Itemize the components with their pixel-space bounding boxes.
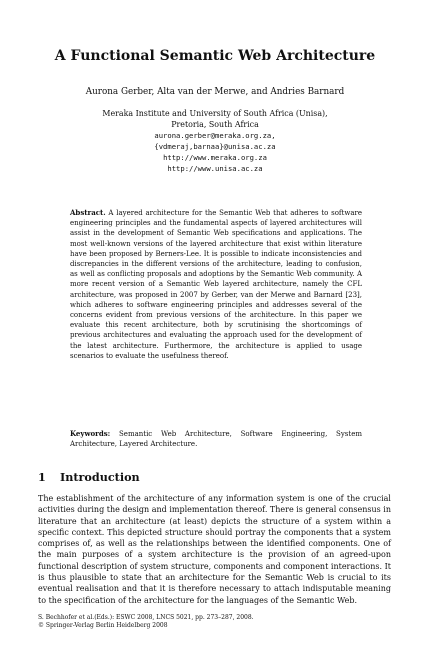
url-line: http://www.unisa.ac.za [167,164,263,173]
email-line: aurona.gerber@meraka.org.za, [154,131,276,140]
keywords-text: Semantic Web Architecture, Software Engineering, System Architecture, Layered Architecture. [70,430,362,449]
abstract [70,208,362,361]
keywords [70,429,362,449]
footer-copyright: © Springer-Verlag Berlin Heidelberg 2008 [38,622,168,630]
author-list: Aurona Gerber, Alta van der Merwe, and Andries Barnard [85,87,345,97]
intro-paragraph: The establishment of the architecture of any information system is one of the crucial activities during the design and implementation thereof. There is general consensus in literature that an architecture (at least) depicts the structure of a system within a specific context. This depicted structure should portray the components that a system comprises of, as well as the relationships between the identified components. One of the main purposes of a system architecture is the provision of an agreed-upon functional description of system structure, components and component interactions. It is thus plausible to state that an architecture for the Semantic Web is crucial to its eventual realisation and that it is therefore necessary to attach indisputable meaning to the specification of the architecture for the languages of the Semantic Web. [38,494,391,605]
keywords-label: Keywords: [70,429,111,438]
email-line: {vdmeraj,barnaa}@unisa.ac.za [154,142,276,151]
abstract-label: Abstract. [70,208,106,217]
section-heading [38,470,398,484]
affiliation-line: Pretoria, South Africa [171,120,259,129]
section-number: 1 [38,470,46,484]
abstract-text: A layered architecture for the Semantic Web that adheres to software engineering principles and the fundamental aspects of layered architectures will assist in the development of Semantic Web specifications and applications. The most well-known versions of the layered architecture that exist within literature have been proposed by Berners-Lee. It is possible to indicate inconsistencies and discrepancies in the different versions of the architecture, leading to confusion, as well as conflicting proposals and adoptions by the Semantic Web community. A more recent version of a Semantic Web layered architecture, namely the CFL architecture, was proposed in 2007 by Gerber, van der Merwe and Barnard [23], which adheres to software engineering principles and addresses several of the concerns evident from previous versions of the architecture. In this paper we evaluate this recent architecture, both by scrutinising the shortcomings of previous architectures and evaluating the approach used for the development of the latest architecture. Furthermore, the architecture is applied to usage scenarios to evaluate the usefulness thereof. [70,209,362,360]
page-footer [38,614,398,631]
url-line: http://www.meraka.org.za [163,153,267,162]
paper-title: A Functional Semantic Web Architecture [54,48,376,64]
footer-citation: S. Bechhofer et al.(Eds.): ESWC 2008, LNCS 5021, pp. 273–287, 2008. [38,614,254,621]
section-title: Introduction [60,470,140,484]
affiliation-line: Meraka Institute and University of South Africa (Unisa), [102,109,328,118]
affiliation-block [0,108,430,174]
